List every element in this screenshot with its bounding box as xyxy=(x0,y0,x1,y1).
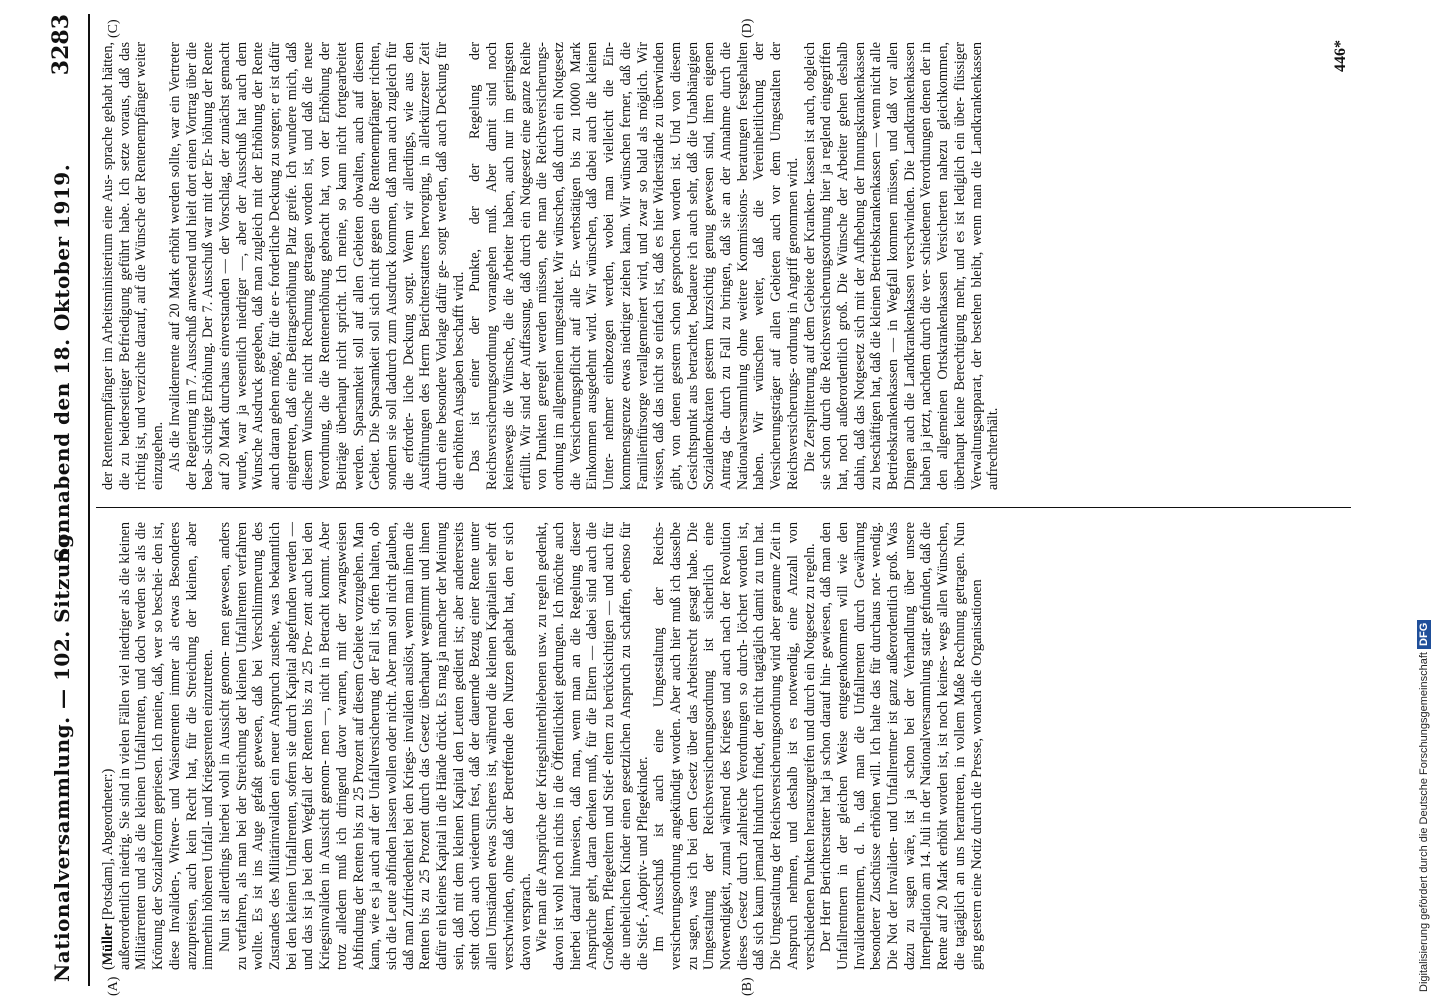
header-date: Sonnabend den 18. Oktober 1919. xyxy=(50,163,74,562)
dfg-logo: DFG xyxy=(1417,620,1431,649)
margin-marker-d: (D) xyxy=(740,18,755,38)
right-paragraph-2: Als die Invalidenrente auf 20 Mark erhöht werden sollte, war ein Vertreter der Regierung im 7. Ausschuß anwesend und hielt dort einen Vortrag über die beab- sichtigte Erhöhung. Der 7. Ausschuß war mit der Er- höhung der Rente auf 20 Mark durchaus einverstanden — der Vorschlag, der zunächst gemacht wurde, war ja wesentlich niedriger —, aber der Ausschuß hat auch dem Wunsche Ausdruck gegeben, daß man zugleich mit der Erhöhung der Rente auch daran gehen möge, für die er- forderliche Deckung zu sorgen; er ist dafür eingetreten, daß eine Beitragserhöhung Platz greife. Ich wundere mich, daß diesem Wunsche nicht Rechnung getragen worden ist, und daß die neue Verordnung, die die Rentenerhöhung gebracht hat, von der Erhöhung der Beiträge überhaupt nicht spricht. Ich meine, so kann nicht fortgearbeitet werden. Sparsamkeit soll auf allen Gebieten obwalten, auch auf diesem Gebiet. Die Sparsamkeit soll sich nicht gegen die Rentenempfänger richten, sondern sie soll dadurch zum Ausdruck kommen, daß man auch zugleich für die erforder- liche Deckung sorgt. Wenn wir allerdings, wie aus den Ausführungen des Herrn Berichterstatters hervorging, in allerkürzester Zeit durch eine besondere Vorlage dafür ge- sorgt werden, daß auch Deckung für die erhöhten Ausgaben beschafft wird. xyxy=(166,42,467,490)
right-paragraph-4: Die Zersplitterung auf dem Gebiete der Kranken- kassen ist auch, obgleich sie schon durch die Reichsversicherungsordnung hier ja reglend eingegriffen hat, noch außerordentlich groß. Die Wünsche der Arbeiter gehen deshalb dahin, daß das Notgesetz sich mit der Aufhebung der Innungskrankenkassen zu beschäftigen hat, daß die kleinen Betriebskrankenkassen — wenn nicht alle Betriebskrankenkassen — in Wegfall kommen müssen, und daß vor allen Dingen auch die Landkrankenkassen verschwinden. Die Landkrankenkassen haben ja jetzt, nachdem durch die ver- schiedenen Verordnungen denen der in den allgemeinen Ortskrankenkassen Versicherten nahezu gleichkommen, überhaupt keine Berechtigung mehr, und es ist lediglich ein über- flüssiger Verwaltungsapparat, der bestehen bleibt, wenn man die Landkrankenkassen aufrechterhält. xyxy=(801,42,1002,490)
speaker-line: (Müller [Potsdam], Abgeordneter:) xyxy=(100,768,116,970)
page-header xyxy=(44,14,84,982)
speaker-name: Müller xyxy=(100,923,116,966)
margin-marker-a: (A) xyxy=(106,976,121,996)
left-paragraph-2: Nun ist allerdings hierbei wohl in Aussicht genom- men gewesen, anders zu verfahren, als man bei der Streichung der kleinen Unfallrenten verfahren wollte. Es ist ins Auge gefaßt gewesen, daß bei Verschlimmerung des Zustandes des Militärinvaliden ein neuer Anspruch zustehe, was bekanntlich bei den kleinen Unfallrenten, sofern sie durch Kapital abgefunden werden — und das ist ja bei dem Wegfall der Renten bis zu 25 Pro- zent auch bei den Kriegsinvaliden in Aussicht genom- men —, nicht in Betracht kommt. Aber trotz alledem muß ich dringend davor warnen, mit der zwangsweisen Abfindung der Renten bis zu 25 Prozent auf diesem Gebiete vorzugehen. Man kann, wie es ja auch auf der Unfallversicherung der Fall ist, offen halten, ob sich die Leute abfinden lassen wollen oder nicht. Aber man soll nicht glauben, daß man Zufriedenheit bei den Kriegs- invaliden auslöst, wenn man ihnen die Renten bis zu 25 Prozent durch das Gesetz überhaupt wegnimmt und ihnen dafür ein kleines Kapital in die Hände drückt. Es mag ja mancher der Meinung sein, daß mit dem kleinen Kapital den Leuten gedient ist; aber andererseits steht doch auch wiederum fest, daß der dauernde Bezug einer Rente unter allen Umständen etwas Sicheres ist, während die kleinen Kapitalien sehr oft verschwinden, ohne daß der Betreffende den Nutzen gehabt hat, den er sich davon versprach. xyxy=(216,522,534,970)
digitization-credit xyxy=(1413,8,1433,992)
header-rule xyxy=(88,14,90,986)
column-divider xyxy=(96,507,1351,508)
page-number: 3283 xyxy=(48,14,74,76)
page-signature: 446* xyxy=(1332,40,1349,72)
left-paragraph-4: Im Ausschuß ist auch eine Umgestaltung der Reichs- versicherungsordnung angekündigt worden. Aber auch hier muß ich dasselbe zu sagen, was ich bei dem Gesetz über das Arbeitsrecht gesagt habe. Die Umgestaltung der Reichsversicherungsordnung ist sicherlich eine Notwendigkeit, zumal während des Krieges und auch nach der Revolution dieses Gesetz durch zahlreiche Verordnungen so durch- löchert worden ist, daß sich kaum jemand hindurch findet, der nicht tagtäglich damit zu tun hat. Die Umgestaltung der Reichsversicherungsordnung wird aber geraume Zeit in Anspruch nehmen, und deshalb ist es notwendig, eine Anzahl von verschiedenen Punkten herauszugreifen und durch ein Notgesetz zu regeln. xyxy=(651,522,818,970)
left-paragraph-1: außerordentlich niedrig. Sie sind in vielen Fällen viel niedriger als die kleinen Militärrenten und als die kleinen Unfallrenten, und doch werden sie als die Krönung der Sozialreform gepriesen. Ich meine, daß, wer so beschei- den ist, diese Invaliden-, Witwer- und Waisenrenten immer als etwas Besonderes anzupreisen, auch kein Recht hat, für die Streichung der kleinen, aber immerhin höheren Unfall- und Kriegsrenten einzutreten. xyxy=(116,522,217,970)
right-paragraph-1: der Rentenempfänger im Arbeitsministerium eine Aus- sprache gehabt hätten, die zu beiderseitiger Befriedigung geführt habe. Ich setze voraus, daß das richtig ist, und verzichte darauf, auf die Wünsche der Rentenempfänger weiter einzugehen. xyxy=(100,42,167,490)
right-paragraph-3: Das ist einer der Punkte, der der Regelung der Reichsversicherungsordnung vorangehen muß. Aber damit sind noch keineswegs die Wünsche, die die Arbeiter haben, auch nur im geringsten erfüllt. Wir sind der Auffassung, daß durch ein Notgesetz eine ganze Reihe von Punkten geregelt werden müssen, ehe man die Reichsversicherungs- ordnung im allgemeinen umgestaltet. Wir wünschen, daß durch ein Notgesetz die Versicherungspflicht auf alle Er- werbstätigen bis zu 10000 Mark Einkommen ausgedehnt wird. Wir wünschen, daß dabei auch die kleinen Unter- nehmer einbezogen werden, wobei man vielleicht die Ein- kommensgrenze etwas niedriger ziehen kann. Wir wünschen ferner, daß die Familienfürsorge verallgemeinert wird, und zwar so bald als möglich. Wir wissen, daß das nicht so einfach ist, daß es hier Widerstände zu überwinden gibt, von denen gestern schon gesprochen worden ist. Und von diesem Gesichtspunkt aus betrachtet, bedauere ich auch sehr, daß die Unabhängigen Sozialdemokraten gestern kurzsichtig genug gewesen sind, ihren eigenen Antrag da- durch zu Fall zu bringen, daß sie an der Annahme durch die Nationalversammlung ohne weitere Kommissions- beratungen festgehalten haben. Wir wünschen weiter, daß die Vereinheitlichung der Versicherungsträger auf allen Gebieten auch vor dem Umgestalten der Reichsversicherungs- ordnung in Angriff genommen wird. xyxy=(467,42,801,490)
speaker-info: [Potsdam], Abgeordneter: xyxy=(100,773,116,920)
credit-text: Digitalisierung gefördert durch die Deutsche Forschungsgemeinschaft xyxy=(1418,652,1430,992)
margin-marker-c: (C) xyxy=(106,19,121,38)
left-paragraph-3: Wie man die Ansprüche der Kriegshinterbliebenen usw. zu regeln gedenkt, davon ist wohl noch nichts in die Öffentlichkeit gedrungen. Ich möchte auch hierbei darauf hinweisen, daß man, wenn man an die Regelung dieser Ansprüche geht, daran denken muß, für die Eltern — dabei sind auch die Großeltern, Pflegeeltern und Stief- eltern zu berücksichtigen — und auch für die unehelichen Kinder einen gesetzlichen Anspruch zu schaffen, ebenso für die Stief-, Adoptiv- und Pflegekinder. xyxy=(534,522,651,970)
header-session: Nationalversammlung. — 102. Sitzung. xyxy=(50,526,74,982)
right-column xyxy=(100,42,1002,490)
left-paragraph-5: Der Herr Berichterstatter hat ja schon darauf hin- gewiesen, daß man den Unfallrentnern in der gleichen Weise entgegenkommen will wie den Invalidenrentnern, d. h. daß man die Unfallrenten durch Gewährung besonderer Zuschüsse erhöhen will. Ich halte das für durchaus not- wendig. Die Not der Invaliden- und Unfallrentner ist ganz außerordentlich groß. Was dazu zu sagen wäre, ist ja schon bei der Verhandlung über unsere Interpellation am 14. Juli in der Nationalversammlung statt- gefunden, daß die Rente auf 20 Mark erhöht worden ist, ist noch keines- wegs allen Wünschen, die tagtäglich an uns herantreten, in vollem Maße Rechnung getragen. Nun ging gestern eine Notiz durch die Presse, wonach die Organisationen xyxy=(818,522,985,970)
margin-marker-b: (B) xyxy=(740,977,755,996)
left-column xyxy=(100,522,985,970)
